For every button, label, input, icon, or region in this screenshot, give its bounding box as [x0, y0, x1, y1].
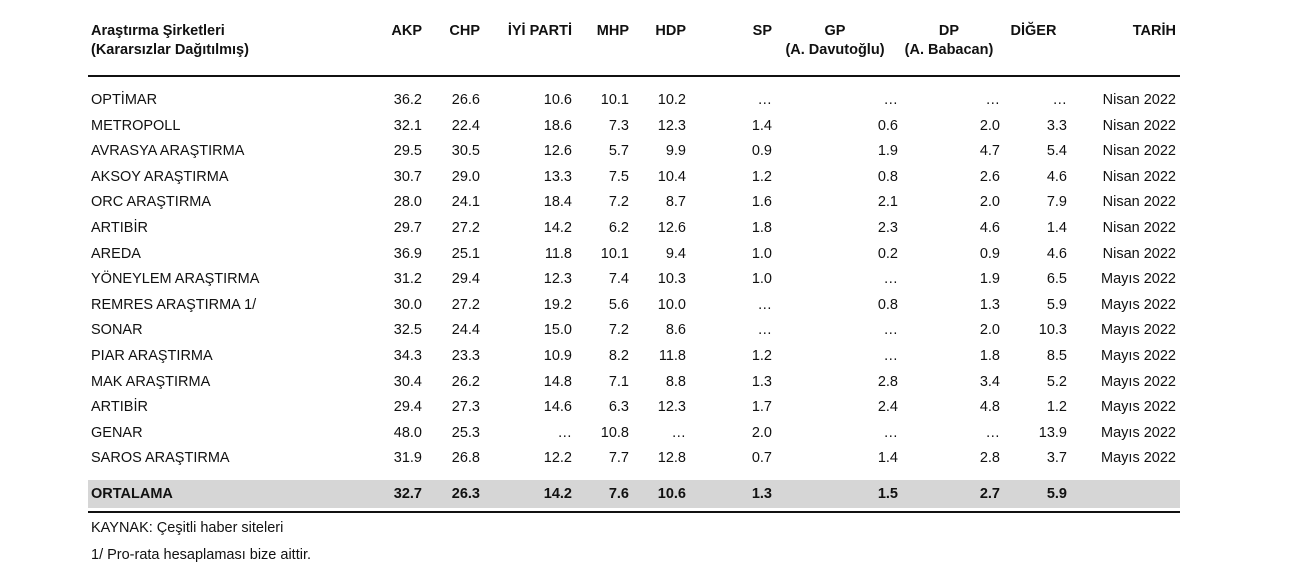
- table-cell: 2.3: [877, 219, 898, 236]
- table-cell: 14.8: [543, 373, 572, 390]
- prorata-note: 1/ Pro-rata hesaplaması bize aittir.: [91, 546, 312, 563]
- table-cell: 10.6: [543, 92, 572, 108]
- table-cell: 0.8: [877, 168, 898, 185]
- table-cell: 0.7: [751, 450, 772, 467]
- table-cell: 5.4: [1046, 143, 1067, 160]
- table-cell: 25.3: [451, 424, 480, 441]
- table-cell: 14.6: [543, 399, 572, 416]
- table-cell: …: [757, 92, 772, 108]
- table-cell: …: [985, 92, 1000, 108]
- table-body: [88, 76, 1180, 511]
- table-cell: 4.6: [979, 219, 1000, 236]
- table-cell: 10.3: [1038, 322, 1067, 339]
- table-row: [88, 446, 1180, 472]
- table-cell: 26.3: [422, 480, 480, 508]
- table-row: [88, 267, 1180, 293]
- header-sp: SP: [752, 23, 772, 39]
- table-row: [88, 293, 1180, 319]
- table-cell: 4.8: [979, 399, 1000, 416]
- row-label: AVRASYA ARAŞTIRMA: [91, 143, 245, 160]
- table-cell: 7.2: [608, 194, 629, 211]
- table-cell: 12.2: [543, 450, 572, 467]
- table-row: [88, 344, 1180, 370]
- table-cell: 2.4: [877, 399, 898, 416]
- table-cell: Nisan 2022: [1102, 143, 1176, 160]
- row-label: OPTİMAR: [91, 92, 158, 108]
- table-cell: 2.0: [751, 424, 772, 441]
- table-cell: 10.2: [657, 92, 686, 108]
- table-cell: 11.8: [658, 347, 686, 364]
- table-cell: 5.9: [1000, 480, 1067, 508]
- table-cell: 2.0: [979, 117, 1000, 134]
- table-cell: 28.0: [393, 194, 422, 211]
- table-cell: 30.7: [393, 168, 422, 185]
- table-row: [88, 88, 1180, 114]
- table-cell: 10.1: [600, 92, 629, 108]
- table-cell: 4.6: [1046, 245, 1067, 262]
- table-cell: 1.8: [979, 347, 1000, 364]
- table-cell: 2.7: [898, 480, 1000, 508]
- table-cell: 0.8: [877, 296, 898, 313]
- row-label: METROPOLL: [91, 117, 181, 134]
- table-cell: 29.4: [393, 399, 422, 416]
- row-label: ORC ARAŞTIRMA: [91, 194, 212, 211]
- poll-table: [88, 0, 1180, 511]
- table-cell: 29.0: [451, 168, 480, 185]
- row-label: PIAR ARAŞTIRMA: [91, 347, 213, 364]
- table-cell: 26.2: [451, 373, 480, 390]
- table-cell: 15.0: [543, 322, 572, 339]
- table-cell: 7.4: [608, 271, 629, 288]
- table-cell: 4.7: [979, 143, 1000, 160]
- header-row: [88, 0, 1180, 76]
- table-cell: Mayıs 2022: [1101, 424, 1176, 441]
- table-cell: 32.5: [393, 322, 422, 339]
- table-cell: 1.6: [751, 194, 772, 211]
- table-cell: …: [757, 296, 772, 313]
- table-row: [88, 395, 1180, 421]
- source-note: KAYNAK: Çeşitli haber siteleri: [91, 519, 284, 536]
- header-tarih: TARİH: [1132, 23, 1176, 39]
- table-cell: …: [883, 322, 898, 339]
- table-row: [88, 370, 1180, 396]
- row-label: ARTIBİR: [91, 399, 148, 416]
- table-cell: 12.8: [657, 450, 686, 467]
- table-row: [88, 216, 1180, 242]
- table-cell: 26.6: [451, 92, 480, 108]
- table-cell: 24.4: [451, 322, 480, 339]
- table-cell: Mayıs 2022: [1101, 322, 1176, 339]
- table-cell: 1.2: [751, 347, 772, 364]
- table-cell: 7.3: [608, 117, 629, 134]
- table-cell: 10.6: [629, 480, 686, 508]
- table-cell: 1.9: [979, 271, 1000, 288]
- table-cell: 3.7: [1046, 450, 1067, 467]
- table-cell: 13.3: [543, 168, 572, 185]
- table-cell: 1.3: [979, 296, 1000, 313]
- table-cell: 25.1: [451, 245, 480, 262]
- table-cell: …: [883, 271, 898, 288]
- table-row: [88, 421, 1180, 447]
- header-hdp: HDP: [655, 23, 686, 39]
- table-cell: …: [757, 322, 772, 339]
- table-cell: 1.4: [751, 117, 772, 134]
- table-cell: 1.4: [1046, 219, 1067, 236]
- table-cell: Nisan 2022: [1102, 219, 1176, 236]
- header-dp: DP (A. Babacan): [904, 23, 994, 58]
- header-akp: AKP: [391, 23, 422, 39]
- table-cell: 27.3: [451, 399, 480, 416]
- table-cell: 4.6: [1046, 168, 1067, 185]
- table-cell: 2.8: [979, 450, 1000, 467]
- table-cell: 0.2: [877, 245, 898, 262]
- table-cell: 36.9: [393, 245, 422, 262]
- table-cell: Nisan 2022: [1102, 92, 1176, 108]
- table-row: [88, 165, 1180, 191]
- table-cell: …: [883, 92, 898, 108]
- table-cell: 22.4: [451, 117, 480, 134]
- table-cell: 3.4: [979, 373, 1000, 390]
- table-cell: Mayıs 2022: [1101, 373, 1176, 390]
- row-label: AKSOY ARAŞTIRMA: [91, 168, 229, 185]
- table-row: [88, 190, 1180, 216]
- table-cell: 10.4: [657, 168, 686, 185]
- table-cell: 12.6: [543, 143, 572, 160]
- table-cell: 1.4: [877, 450, 898, 467]
- table-cell: 12.3: [657, 399, 686, 416]
- header-mhp: MHP: [596, 23, 629, 39]
- table-cell: Nisan 2022: [1102, 194, 1176, 211]
- row-label: MAK ARAŞTIRMA: [91, 373, 211, 390]
- table-cell: 2.1: [877, 194, 898, 211]
- header-gp: GP (A. Davutoğlu): [785, 23, 885, 58]
- table-cell: …: [557, 424, 572, 441]
- table-cell: 7.7: [608, 450, 629, 467]
- table-cell: 29.4: [451, 271, 480, 288]
- table-cell: 27.2: [451, 219, 480, 236]
- table-cell: 14.2: [543, 219, 572, 236]
- table-cell: Nisan 2022: [1102, 245, 1176, 262]
- table-cell: 1.2: [751, 168, 772, 185]
- table-cell: 8.2: [608, 347, 629, 364]
- row-label: ARTIBİR: [91, 219, 148, 236]
- table-cell: 14.2: [480, 480, 572, 508]
- table-cell: Nisan 2022: [1102, 117, 1176, 134]
- table-cell: 3.3: [1046, 117, 1067, 134]
- table-cell: 7.5: [608, 168, 629, 185]
- table-cell: Mayıs 2022: [1101, 347, 1176, 364]
- table-cell: 5.6: [608, 296, 629, 313]
- table-cell: 18.4: [543, 194, 572, 211]
- table-cell: 30.5: [451, 143, 480, 160]
- table-cell: 48.0: [393, 424, 422, 441]
- table-cell: 6.2: [608, 219, 629, 236]
- row-label: YÖNEYLEM ARAŞTIRMA: [91, 271, 260, 288]
- table-cell: Mayıs 2022: [1101, 296, 1176, 313]
- table-cell: 10.9: [543, 347, 572, 364]
- table-row: [88, 114, 1180, 140]
- table-cell: …: [883, 347, 898, 364]
- table-cell: 31.9: [393, 450, 422, 467]
- table-cell: 32.1: [393, 117, 422, 134]
- table-cell: 29.7: [393, 219, 422, 236]
- footnotes: [88, 511, 1180, 569]
- table-cell: 10.0: [657, 296, 686, 313]
- table-cell: 5.9: [1046, 296, 1067, 313]
- table-cell: 1.8: [751, 219, 772, 236]
- table-cell: 18.6: [543, 117, 572, 134]
- table-row: [88, 242, 1180, 268]
- table-cell: 7.1: [608, 373, 629, 390]
- table-cell: 2.8: [877, 373, 898, 390]
- table-cell: Mayıs 2022: [1101, 271, 1176, 288]
- table-cell: 7.2: [608, 322, 629, 339]
- row-label: SONAR: [91, 322, 143, 339]
- table-cell: 31.2: [393, 271, 422, 288]
- poll-table-container: [88, 0, 1180, 569]
- table-cell: Nisan 2022: [1102, 168, 1176, 185]
- row-label: AREDA: [91, 245, 141, 262]
- table-cell: Mayıs 2022: [1101, 450, 1176, 467]
- table-cell: 5.2: [1046, 373, 1067, 390]
- table-cell: 1.7: [751, 399, 772, 416]
- table-row: [88, 318, 1180, 344]
- table-cell: 6.5: [1046, 271, 1067, 288]
- table-cell: 10.1: [600, 245, 629, 262]
- table-cell: 2.0: [979, 194, 1000, 211]
- table-cell: 1.3: [751, 373, 772, 390]
- table-cell: 27.2: [451, 296, 480, 313]
- table-cell: 29.5: [393, 143, 422, 160]
- table-row: [88, 139, 1180, 165]
- table-cell: 24.1: [451, 194, 480, 211]
- table-cell: …: [1052, 92, 1067, 108]
- table-cell: 12.6: [657, 219, 686, 236]
- table-cell: 12.3: [543, 271, 572, 288]
- table-cell: 36.2: [393, 92, 422, 108]
- header-diger: DİĞER: [1010, 23, 1057, 39]
- table-cell: 19.2: [543, 296, 572, 313]
- table-cell: 7.9: [1046, 194, 1067, 211]
- table-cell: …: [883, 424, 898, 441]
- table-cell: 34.3: [393, 347, 422, 364]
- table-cell: 1.5: [772, 480, 898, 508]
- table-cell: 30.4: [393, 373, 422, 390]
- table-cell: 13.9: [1038, 424, 1067, 441]
- table-cell: 1.0: [751, 245, 772, 262]
- table-cell: 6.3: [608, 399, 629, 416]
- table-cell: 1.3: [686, 480, 772, 508]
- table-cell: 7.6: [572, 480, 629, 508]
- table-cell: 12.3: [657, 117, 686, 134]
- header-companies: Araştırma Şirketleri (Kararsızlar Dağıtılmış): [91, 23, 249, 58]
- table-cell: 10.8: [600, 424, 629, 441]
- table-cell: 2.0: [979, 322, 1000, 339]
- table-cell: 1.2: [1046, 399, 1067, 416]
- table-cell: Mayıs 2022: [1101, 399, 1176, 416]
- table-cell: 0.6: [877, 117, 898, 134]
- header-chp: CHP: [449, 23, 480, 39]
- row-label: ORTALAMA: [88, 480, 364, 508]
- table-cell: 8.6: [665, 322, 686, 339]
- table-cell: 11.8: [544, 245, 572, 262]
- table-cell: 23.3: [451, 347, 480, 364]
- table-cell: 9.9: [665, 143, 686, 160]
- table-cell: 1.0: [751, 271, 772, 288]
- table-cell: 1.9: [877, 143, 898, 160]
- row-label: REMRES ARAŞTIRMA 1/: [91, 296, 257, 313]
- table-cell: [1067, 480, 1180, 508]
- table-cell: 8.7: [665, 194, 686, 211]
- table-cell: 32.7: [364, 480, 422, 508]
- table-cell: …: [671, 424, 686, 441]
- table-cell: 2.6: [979, 168, 1000, 185]
- table-cell: 8.8: [665, 373, 686, 390]
- row-label: GENAR: [91, 424, 143, 441]
- table-cell: 10.3: [657, 271, 686, 288]
- row-label: SAROS ARAŞTIRMA: [91, 450, 230, 467]
- table-cell: 0.9: [751, 143, 772, 160]
- table-cell: 8.5: [1046, 347, 1067, 364]
- table-cell: 9.4: [665, 245, 686, 262]
- table-cell: 30.0: [393, 296, 422, 313]
- average-row: [88, 480, 1180, 508]
- header-iyi-parti: İYİ PARTİ: [507, 23, 572, 39]
- table-cell: 26.8: [451, 450, 480, 467]
- table-cell: 5.7: [608, 143, 629, 160]
- table-cell: 0.9: [979, 245, 1000, 262]
- table-cell: …: [985, 424, 1000, 441]
